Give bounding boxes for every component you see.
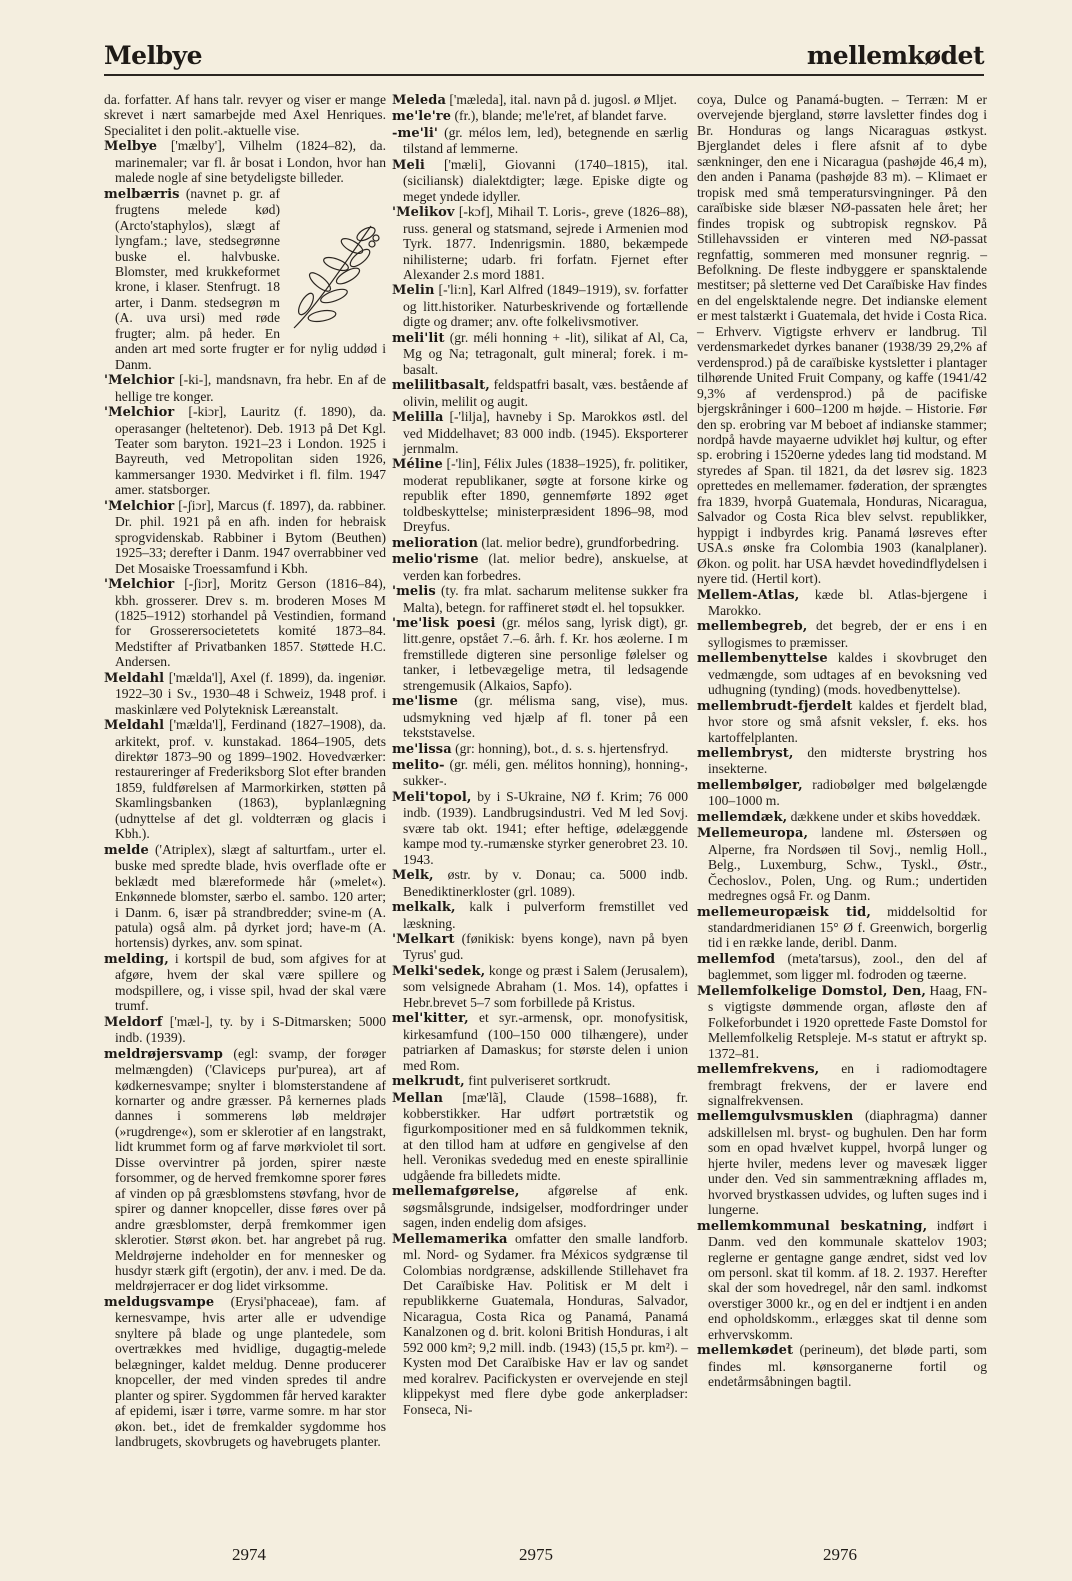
headword: meldrøjersvamp [104,1046,223,1062]
headword: Mellan [392,1090,444,1106]
entry-text: [mæ'lã], Claude (1598–1688), fr. kobberstikker. Har udført portrætstik og figurkompositioner med en så fuldkommen teknik, at den tillod ham at udføre en gengivelse af den hell. Veronikas svededug med en eneste spirallinie udgående fra billedets midte. [403,1089,688,1183]
entry-text: coya, Dulce og Panamá-bugten. – Terræn: M er overvejende bjergland, større lavsletter findes dog i Br. Honduras og langs Nicaraguas østkyst. Bjerglandet deles i flere afsnit af to dybe sænkninger, den ene i Nicaragua (pashøjde 46,4 m), den anden i Panama (pashøjde 83 m). – Klimaet er tropisk med små temperatursvingninger. På den caraïbiske side blæser NØ-passaten hele året; her findes tropisk og subtropisk regnskov. På Stillehavssiden er vinteren med NØ-passat regnfattig, sommeren med monsuner regnrig. – Befolkning. De fleste indbyggere er spansktalende mestitser; på sletterne ved Det Caraïbiske Hav findes en del engelsktalende negre. Det indianske element er mest talstærkt i Guatemala, det hvide i Costa Rica. – Erhverv. Vigtigste erhverv er landbrug. Til verdensmarkedet dyrkes bananer (1938/39 29,2% af verdensprod.) på de caraïbiske kystsletter i plantager tilhørende United Fruit Company, og kaffe (1941/42 9,3% af verdensprod.) på de pacifiske bjergskråninger i 600–1200 m højde. – Historie. Før den sp. erobring var M beboet af indianske stammer; nordpå havde mayaerne udviklet høj kultur, og efter sp. erobring i 1520erne ydedes lang tid modstand. M styredes af Span. til 1821, da det løsrev sig. 1823 oprettedes en mellemamer. føderation, der sprængtes fra 1839, hvorpå Guatemala, Honduras, Nicaragua, Salvador og Costa Rica blev selvst. republikker, hyppigt i indbyrdes krig. Panamá løsreves efter USA.s ønske fra Colombia 1903 (kanalplaner). Økon. og polit. har USA hævdet hovedindflydelsen i nyere tid. (Hertil kort). [697,92,987,587]
entry-text: kaldes i skovbruget den vedmængde, som udtages af en bevoksning ved udhugning (tynding) (mods. hovedbenyttelse). [708,650,987,698]
entry-text: ('Atriplex), slægt af salturtfam., urter el. buske med spredte blade, hvis overflade ofte er beklædt med blæreformede hår (»melet«). Enkønnede blomster, særbo el. sambo. 120 arter; i Danm. 6, især på strandbredder; svine-m (A. patula) også alm. på dyrket jord; have-m (A. hortensis) dyrkes, anv. som spinat. [115,841,386,951]
entry-text: (meta'tarsus), zool., den del af baglemmet, som ligger ml. fodroden og tæerne. [708,950,987,983]
dictionary-entry [392,867,688,899]
entry-text: afgørelse af enk. søgsmålsgrunde, indsigelser, modfordringer under sagen, inden endelig dom afsiges. [403,1183,688,1231]
column-2 [392,92,688,1417]
dictionary-entry [392,583,688,615]
headword: 'Melchior [104,405,175,421]
dictionary-entry [697,825,987,903]
headword: mellembryst, [697,746,794,762]
dictionary-entry [104,372,386,404]
entry-text: [-kiɔr], Lauritz (f. 1890), da. operasanger (heltetenor). Deb. 1913 på Det Kgl. Teater som baryton. 1921–23 i London. 1925 i Bayreuth, ved Metropolitan siden 1926, kammersanger 1930. Medvirket i fl. film. 1947 amer. statsborger. [115,404,386,498]
entry-text: middelsoltid for standardmeridianen 15° Ø f. Greenwich, borgerlig tid i en række lande, deribl. Danm. [708,903,987,951]
dictionary-entry [392,1183,688,1230]
dictionary-entry [697,904,987,951]
entry-text: indført i Danm. ved den kommunale skattelov 1903; reglerne er gentagne gange ændret, sidst ved lov om personl. skat til komm. af 18. 2. 1937. Herefter skal der som hovedregel, når den saml. indkomst overstiger 3000 kr., og en del er indtjent i en anden end opholdskomm., erlægges skat til denne som erhvervskomm. [708,1217,987,1342]
entry-text: [-ʃiɔr], Marcus (f. 1897), da. rabbiner. Dr. phil. 1921 på en afh. inden for hebraisk sprogvidenskab. Rabbiner i Bytom (Beuthen) 1925–33; derefter i Danm. 1947 overrabbiner ved Det Mosaiske Troessamfund i Kbh. [115,497,386,576]
dictionary-entry [104,717,386,842]
dictionary-entry [104,186,386,372]
dictionary-entry [104,138,386,185]
dictionary-entry [104,498,386,576]
headword: mellemgulvsmusklen [697,1109,854,1125]
headword: 'Melchior [104,577,175,593]
dictionary-entry [697,618,987,650]
entry-text: det begreb, der er ens i en syllogismes to præmisser. [708,618,987,650]
dictionary-entry [392,108,688,124]
dictionary-entry [697,1218,987,1343]
headword: Méline [392,457,443,473]
entry-text: omfatter den smalle landforb. ml. Nord- og Sydamer. fra Méxicos sydgrænse til Colombias nordgrænse, adskillende Stillehavet fra Det Caraïbiske Hav. Politisk er M delt i republikkerne Guatemala, Honduras, Salvador, Nicaragua, Costa Rica og Panamá, Panamá Kanalzonen og d. brit. koloni British Honduras, i alt 592 000 km²; 9,2 mill. indb. (1943) (15,5 pr. km²). – Kysten mod Det Caraïbiske Hav er lav og sandet med koralrev. Pacifickysten er overvejende en stejl klippekyst med flere dybe gode ankerpladser: Fonseca, Ni- [403,1230,688,1417]
headword: Meldorf [104,1014,163,1030]
headword: mellemdæk, [697,809,788,825]
entry-text: (lat. melior bedre), anskuelse, at verden kan forbedres. [403,551,688,583]
headword: Meli'topol, [392,789,472,805]
entry-text: [-'lilja], havneby i Sp. Marokkos østl. del ved Middelhavet; 83 000 indb. (1945). Eksporterer jernmalm. [403,409,688,456]
entry-text: ['mælda'l], Axel (f. 1899), da. ingeniør. 1922–30 i Sv., 1930–48 i Schweiz, 1948 prof. i maskinlære ved Polyteknisk Læreanstalt. [115,669,386,717]
headword: melioration [392,535,479,551]
dictionary-entry [104,951,386,1014]
entry-text: radiobølger med bølgelængde 100–1000 m. [708,776,987,809]
dictionary-entry [697,1061,987,1108]
entry-text: kæde bl. Atlas-bjergene i Marokko. [708,586,987,618]
headword: 'Melchior [104,373,175,389]
dictionary-entry [392,693,688,740]
entry-text: (Erysi'phaceae), fam. af kernesvampe, hvis arter alle er udvendige snyltere på blade og unge plantedele, som overtrækkes med hvidlige, dugagtig-melede belægninger, kaldet meldug. Denne producerer knopceller, der med vinden spredes til andre planter og spirer. Sygdommen får herved karakter af epidemi, især i tørre, varme somre. m har stor økon. bet., idet de fremkalder sygdomme hos landbrugets, skovbrugets og havebrugets planter. [115,1293,386,1449]
dictionary-entry [697,951,987,983]
dictionary-entry [392,1073,688,1089]
headword: mellembølger, [697,777,803,793]
entry-text: den midterste brystring hos insekterne. [708,745,987,777]
headword: melio'risme [392,552,479,568]
entry-text: Haag, FN-s vigtigste dømmende organ, afløste den af Folkeforbundet i 1920 oprettede Faste Domstol for Mellemfolkelig Retspleje. M-s statut er aftrykt sp. 1372–81. [708,982,988,1061]
headword: melding, [104,951,169,967]
headword: me'le're [392,109,452,125]
entry-text: [-ʃiɔr], Moritz Gerson (1816–84), kbh. grosserer. Drev s. m. broderen Moses M (1825–1912) storhandel på Vestindien, formand for Grosserersocietetets komité 1873–84. Medstifter af Privatbanken 1857. Støttede H.C. Andersen. [115,576,386,670]
headword: 'me'lisk poesi [392,615,496,631]
entry-text: (diaphragma) danner adskillelsen ml. bryst- og bughulen. Den har form som en opad hvælvet kuppel, hvorpå lunger og hjerte hviler, medens lever og mavesæk ligger under den. Ved sin sammentrækning afflades m, hvorved brystkassen udvides, og luften suges ind i lungerne. [708,1108,987,1218]
headword: mellemfod [697,951,776,967]
entry-text: feldspatfri basalt, væs. bestående af olivin, melilit og augit. [403,377,688,409]
dictionary-entry [697,698,987,745]
headword: melilitbasalt, [392,378,490,394]
dictionary-entry [392,615,688,693]
headword: -me'li' [392,125,438,141]
headword: Melki'sedek, [392,963,486,979]
page-number-3: 2976 [823,1545,857,1564]
headword: Mellemeuropa, [697,826,809,842]
column-1 [104,92,386,1449]
dictionary-entry [697,650,987,697]
entry-text: ['mælda'l], Ferdinand (1827–1908), da. arkitekt, prof. v. kunstakad. 1864–1905, dets direktør 1873–90 og 1899–1902. Hovedværker: restaureringer af Frederiksborg Slot efter branden 1859, fuldførelsen af Marmorkirken, støtten på Skamlingsbanken (1863), byplanlægning (udnyttelse af det gl. voldterræn og glacis i Kbh.). [115,717,386,842]
headword: mellembrudt-fjerdelt [697,698,853,714]
dictionary-entry [392,757,688,789]
entry-text: by i S-Ukraine, NØ f. Krim; 76 000 indb. (1939). Landbrugsindustri. Ved M led Sovj. svære tab okt. 1941; efter heftige, ødelæggende kampe mod ty.-rumænske styrker generobret 23. 10. 1943. [403,788,688,867]
headword: mellemeuropæisk tid, [697,904,871,920]
headword: Mellem-Atlas, [697,587,800,603]
entry-text: østr. by v. Donau; ca. 5000 indb. Benediktinerkloster (grl. 1089). [403,867,688,899]
entry-text: (egl: svamp, der forøger melmængden) ('Claviceps pur'purea), art af kødkernesvampe; snylter i blomsterstandene af kornarter og andre græsser. På kernernes plads dannes i sommerens løb meldrøjer (»rugdrenge«), som er sklerotier af en langstrakt, lidt krummet form og af farve mørkviolet til sort. Disse overvintrer på jorden, spirer næste forsommer, og de herved fremkomne sporer føres af vinden op på græsblomstens støvfang, hvor de spirer og danner knopceller, disse føres over på andre græsblomster, derpå fremkommer igen sklerotier. Størst økon. bet. har angrebet på rug. Meldrøjerne indeholder en for mennesker og husdyr stærk gift (ergotin), der anv. i med. De da. meldrøjerracer er dog lidet virksomme. [115,1045,386,1294]
headword: Melk, [392,868,434,884]
entry-text: landene ml. Østersøen og Alperne, fra Nordsøen til Sovj., nemlig Holl., Belg., Luxemburg, Schw., Tyskl., Østr., Čechoslov., Polen, Ung. og Rum.; undertiden medregnes også Fr. og Danm. [708,825,987,904]
entry-text: en i radiomodtagere frembragt frekvens, der er lavere end signalfrekvensen. [708,1061,987,1108]
dictionary-entry [392,931,688,963]
headword: melde [104,842,149,858]
dictionary-entry [392,1090,688,1184]
dictionary-entry [697,809,987,825]
dictionary-entry [392,125,688,157]
entry-text: et syr.-armensk, opr. monofysitisk, kirkesamfund (100–150 000 tilhængere), under patriarken af Damaskus; for største delen i union med Rom. [403,1010,688,1073]
headword: melbærris [104,186,180,202]
dictionary-entry [392,1010,688,1073]
dictionary-entry [697,587,987,619]
entry-text: (gr. méli honning + -lit), silikat af Al, Ca, Mg og Na; tetragonalt, gult mineral; forek. i m-basalt. [403,329,688,377]
headword: mellembegreb, [697,619,808,635]
entry-text: dækkene under et skibs hoveddæk. [787,808,981,824]
headword: Meldahl [104,670,165,686]
dictionary-entry [104,576,386,670]
entry-text: (lat. melior bedre), grundforbedring. [478,534,680,550]
entry-continuation [104,92,386,138]
entry-text: ['mæli], Giovanni (1740–1815), ital. (siciliansk) dialektdigter; læge. Episke digte og meget yndede idyller. [403,156,688,204]
dictionary-entry [697,777,987,809]
entry-text: (navnet p. gr. af frugtens melede kød) (Arcto'staphylos), slægt af lyngfam.; lave, stedsegrønne buske el. halvbuske. Blomster, med krukkeformet krone, i klaser. Stenfrugt. 18 arter, i Danm. stedsegrøn m (A. uva ursi) med røde frugter; alm. på heder. En anden art med sorte frugter er for nylig uddød i Danm. [115,185,386,372]
dictionary-entry [392,330,688,377]
bearberry-plant-illustration [286,216,386,336]
headword: 'Melkart [392,932,455,948]
headword: me'lisme [392,694,459,710]
headword: meldugsvampe [104,1294,215,1310]
headword: mel'kitter, [392,1011,469,1027]
entry-text: (fr.), blande; me'le'ret, af blandet farve. [451,108,667,124]
entry-text: [-'lin], Félix Jules (1838–1925), fr. politiker, moderat republikaner, søgte at forsone kirke og republik efter 1890, gennemførte 1892 øget toldbeskyttelse; ministerpræsident 1896–98, mod Dreyfus. [403,456,688,535]
dictionary-entry [697,745,987,777]
dictionary-entry [697,1108,987,1217]
dictionary-entry [392,899,688,931]
entry-text: (ty. fra mlat. sacharum melitense sukker fra Malta), betegn. for raffineret stødt el. hel topsukker. [403,583,688,615]
headword: 'melis [392,584,436,600]
headword: Melilla [392,410,444,426]
dictionary-entry [392,741,688,757]
entry-text: ['mæleda], ital. navn på d. jugosl. ø Mljet. [445,92,677,107]
entry-text: i kortspil de bud, som afgives for at afgøre, hvem der skal være spillere og modspillere, og, i visse spil, hvad der skal være trumf. [115,950,386,1014]
dictionary-entry [104,670,386,717]
headword: melito- [392,758,445,774]
entry-text: (gr. méli, gen. mélitos honning), honning-, sukker-. [403,757,688,789]
headword: Mellemfolkelige Domstol, Den, [697,983,927,999]
header-last-word: mellemkødet [806,41,984,70]
headword: Meleda [392,93,446,108]
entry-text: ['mæl-], ty. by i S-Ditmarsken; 5000 indb. (1939). [115,1013,386,1046]
headword: melkrudt, [392,1074,465,1090]
dictionary-entry [392,789,688,867]
entry-text: kaldes et fjerdelt blad, hvor store og små afsnit veksler, f. eks. hos kartoffelplanten. [708,697,987,745]
entry-text: da. forfatter. Af hans talr. revyer og viser er mange skrevet i nært samarbejde med Axel Henriques. Specialitet i den polit.-aktuelle vise. [104,92,386,138]
page-number-1: 2974 [232,1545,266,1564]
headword: meli'lit [392,330,445,346]
headword: mellembenyttelse [697,651,828,667]
dictionary-entry [392,92,688,108]
headword: me'lissa [392,741,452,757]
dictionary-entry [392,204,688,282]
dictionary-entry [104,1014,386,1046]
column-3 [697,92,987,1390]
headword: Meli [392,157,425,173]
headword: Meldahl [104,718,165,734]
entry-text: (perineum), det bløde parti, som findes ml. kønsorganerne fortil og endetårmsåbningen bagtil. [708,1342,987,1390]
entry-text: (gr. mélos lem, led), betegnende en særlig tilstand af lemmerne. [403,124,688,157]
entry-text: [-kɔf], Mihail T. Loris-, greve (1826–88), russ. general og statsmand, sejrede i Armenien mod Tyrk. 1877. Indenrigsmin. 1880, bekæmpede nihilisterne; udarb. fri forfatn. Fjernet efter Alexander 2.s mord 1881. [403,204,688,282]
entry-text: kalk i pulverform fremstillet ved læskning. [403,899,688,931]
entry-text: [-'li:n], Karl Alfred (1849–1919), sv. forfatter og litt.historiker. Naturbeskrivende og fortællende digte og dramer; anv. ofte folkelivsmotiver. [403,282,688,330]
entry-text: (gr. mélos sang, lyrisk digt), gr. litt.genre, opstået 7.–6. årh. f. Kr. hos æolerne. I m fremstillede digteren sine personlige følelser og tanker, i letbevægelige metra, til ledsagende strengemusik (Alkaios, Sapfo). [403,614,689,693]
dictionary-entry [697,983,987,1061]
dictionary-entry [392,551,688,583]
headword: Melin [392,283,435,299]
headword: Mellemamerika [392,1231,508,1247]
entry-continuation [697,92,987,587]
entry-text: ['mælby'], Vilhelm (1824–82), da. marinemaler; var fl. år bosat i London, hvor han malede nogle af sine betydeligste billeder. [115,138,386,186]
dictionary-entry [697,1342,987,1389]
dictionary-entry [104,404,386,498]
dictionary-entry [104,1294,386,1450]
headword: 'Melikov [392,205,455,221]
headword: mellemkødet [697,1343,794,1359]
headword: Melbye [104,139,158,155]
headword: mellemafgørelse, [392,1184,520,1200]
dictionary-entry [392,377,688,409]
dictionary-entry [392,409,688,456]
dictionary-entry [392,1231,688,1417]
page-number-2: 2975 [519,1545,553,1564]
running-header [104,36,984,76]
headword: 'Melchior [104,498,175,514]
headword: mellemfrekvens, [697,1062,820,1078]
header-first-word: Melbye [104,41,202,70]
entry-text: fint pulveriseret sortkrudt. [464,1073,611,1089]
entry-text: (fønikisk: byens konge), navn på byen Tyrus' gud. [403,931,688,963]
dictionary-entry [392,456,688,534]
dictionary-entry [104,842,386,951]
dictionary-entry [392,963,688,1010]
entry-text: konge og præst i Salem (Jerusalem), som velsignede Abraham (1. Mos. 14), opfattes i Hebr.brevet 5–7 som forbillede på Kristus. [403,962,688,1010]
entry-text: [-ki-], mandsnavn, fra hebr. En af de hellige tre konger. [115,372,386,404]
dictionary-entry [392,157,688,204]
entry-text: (gr: honning), bot., d. s. s. hjertensfryd. [451,740,669,756]
headword: melkalk, [392,900,456,916]
entry-text: (gr. mélisma sang, vise), mus. udsmykning ved hjælp af fl. toner på een tekststavelse. [403,693,688,741]
dictionary-entry [392,535,688,551]
dictionary-entry [392,282,688,329]
dictionary-entry [104,1046,386,1294]
headword: mellemkommunal beskatning, [697,1218,928,1234]
